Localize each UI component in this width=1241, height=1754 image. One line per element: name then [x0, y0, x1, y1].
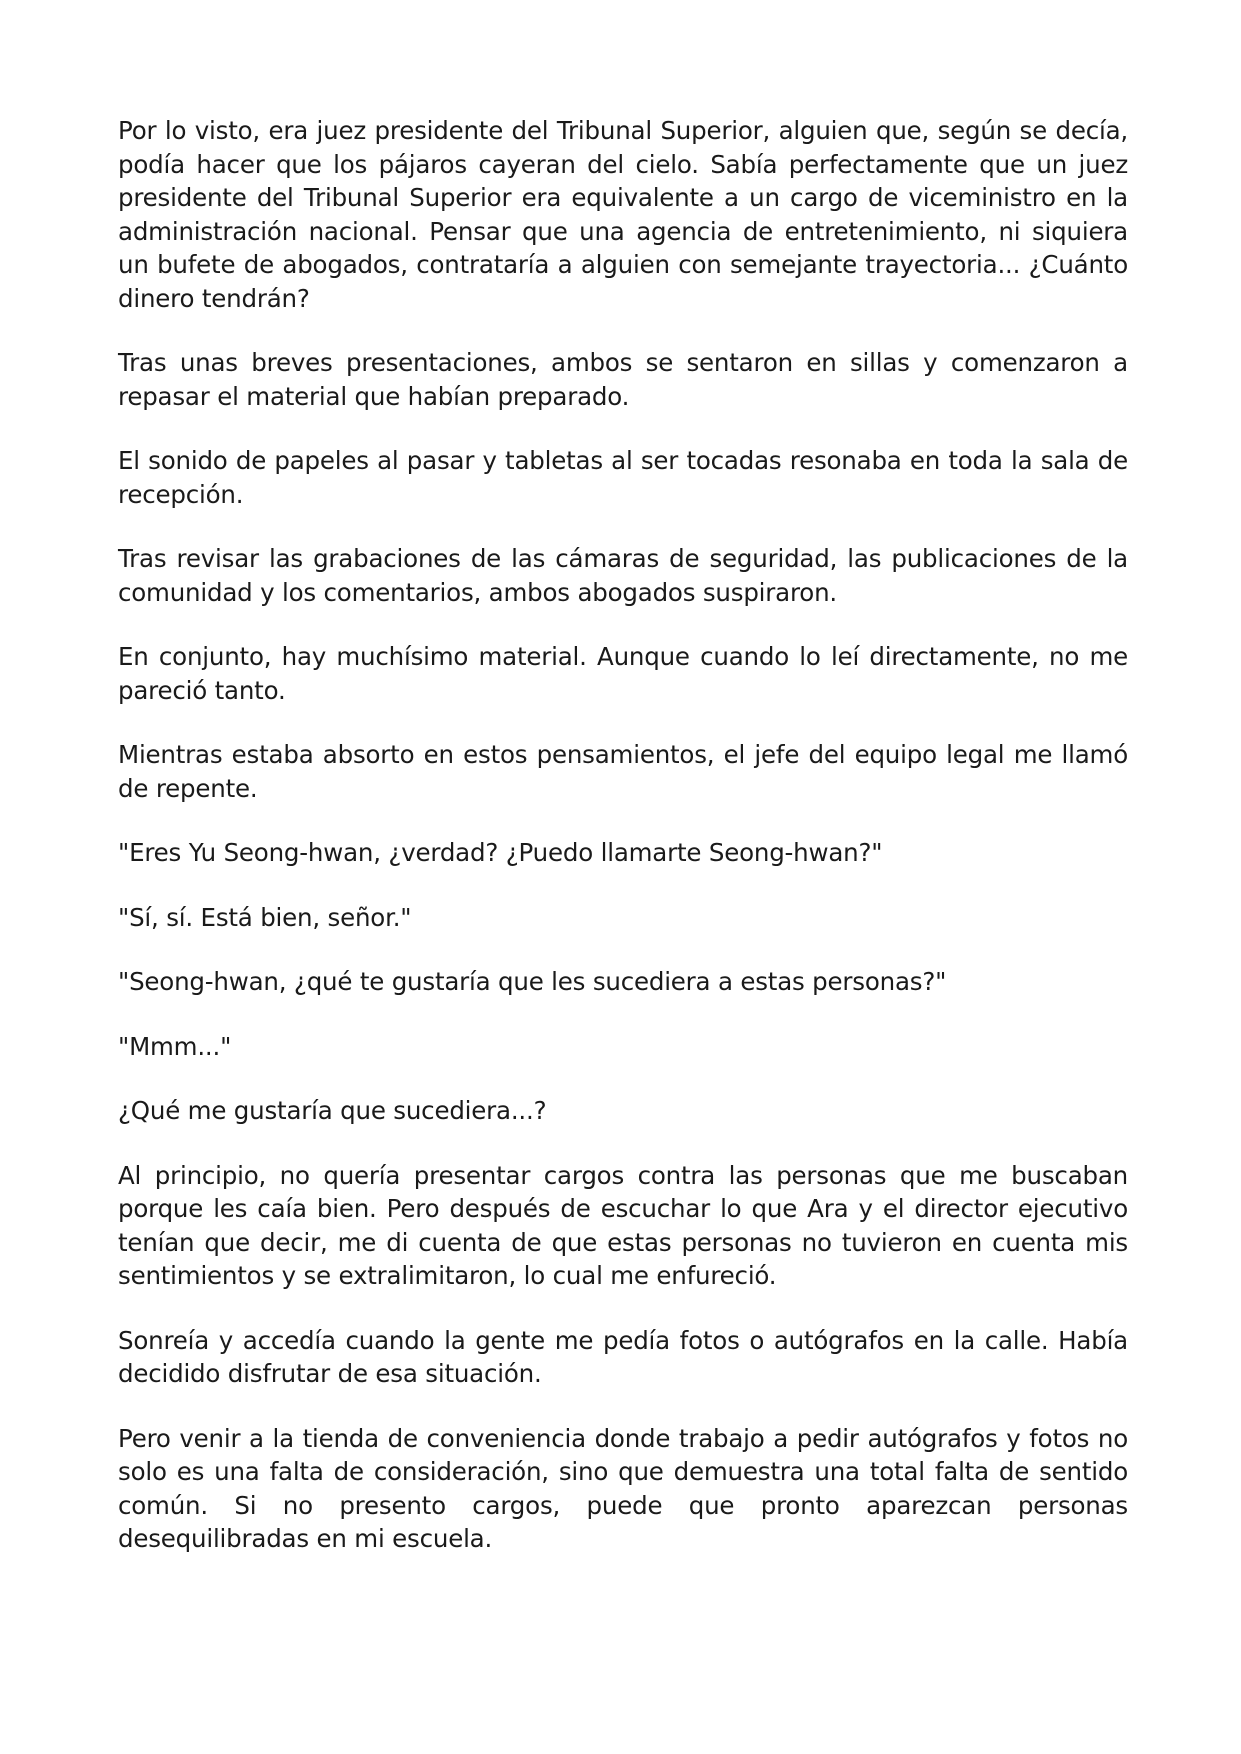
dialogue-line: "Mmm...": [118, 1031, 232, 1061]
paragraph: Mientras estaba absorto en estos pensamientos, el jefe del equipo legal me llamó de repente.: [118, 740, 1128, 803]
document-page: [118, 114, 1128, 1587]
dialogue-line: "Seong-hwan, ¿qué te gustaría que les sucediera a estas personas?": [118, 967, 947, 996]
dialogue-line: "Sí, sí. Está bien, señor.": [118, 902, 412, 932]
dialogue-line: "Eres Yu Seong-hwan, ¿verdad? ¿Puedo llamarte Seong-hwan?": [118, 838, 883, 867]
paragraph: Sonreía y accedía cuando la gente me pedía fotos o autógrafos en la calle. Había decidido disfrutar de esa situación.: [118, 1325, 1128, 1388]
paragraph: Pero venir a la tienda de conveniencia donde trabajo a pedir autógrafos y fotos no solo es una falta de consideración, sino que demuestra una total falta de sentido común. Si no presento cargos, puede que pronto aparezcan personas desequilibradas en mi escuela.: [118, 1423, 1128, 1553]
paragraph: En conjunto, hay muchísimo material. Aunque cuando lo leí directamente, no me pareció tanto.: [118, 642, 1128, 705]
paragraph: ¿Qué me gustaría que sucediera...?: [118, 1096, 547, 1125]
paragraph: El sonido de papeles al pasar y tabletas al ser tocadas resonaba en toda la sala de recepción.: [118, 446, 1128, 509]
paragraph: Tras revisar las grabaciones de las cámaras de seguridad, las publicaciones de la comunidad y los comentarios, ambos abogados suspiraron.: [118, 544, 1128, 607]
paragraph: Al principio, no quería presentar cargos contra las personas que me buscaban porque les caía bien. Pero después de escuchar lo que Ara y el director ejecutivo tenían que decir, me di cuenta de que estas personas no tuvieron en cuenta mis sentimientos y se extralimitaron, lo cual me enfureció.: [118, 1160, 1128, 1290]
paragraph: Por lo visto, era juez presidente del Tribunal Superior, alguien que, según se decía, podía hacer que los pájaros cayeran del cielo. Sabía perfectamente que un juez presidente del Tribunal Superior era equivalente a un cargo de viceministro en la administración nacional. Pensar que una agencia de entretenimiento, ni siquiera un bufete de abogados, contrataría a alguien con semejante trayectoria... ¿Cuánto dinero tendrán?: [118, 116, 1128, 313]
paragraph: Tras unas breves presentaciones, ambos se sentaron en sillas y comenzaron a repasar el material que habían preparado.: [118, 348, 1128, 411]
